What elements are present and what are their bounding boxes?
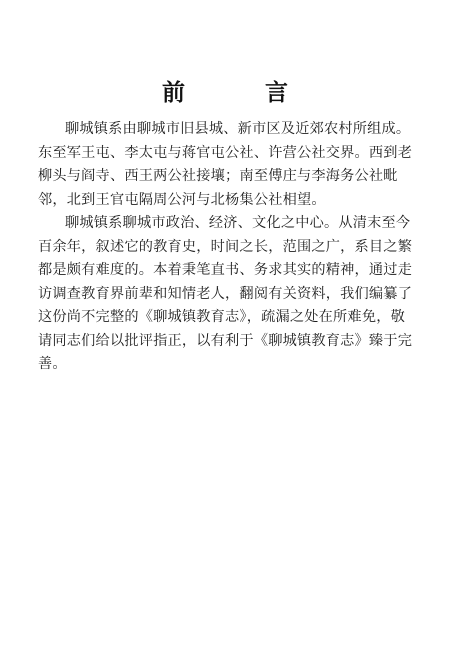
text-line: 访调查教育界前辈和知情老人，翻阅有关资料，我们编纂了 bbox=[38, 285, 413, 302]
text-line: 善。 bbox=[38, 356, 67, 372]
text-line: 柳头与阎寺、西王两公社接壤；南至傅庄与李海务公社毗 bbox=[38, 168, 398, 184]
page-title: 前 言 bbox=[161, 80, 324, 106]
text-line: 这份尚不完整的《聊城镇教育志》，疏漏之处在所难免，敬 bbox=[38, 309, 405, 325]
text-line: 请同志们给以批评指正，以有利于《聊城镇教育志》臻于完 bbox=[38, 332, 413, 349]
paragraph-1 bbox=[38, 118, 423, 212]
text-line: 百余年，叙述它的教育史，时间之长，范围之广，系目之繁 bbox=[38, 238, 413, 255]
text-line: 邻，北到王官屯隔周公河与北杨集公社相望。 bbox=[38, 191, 326, 208]
text-line: 聊城镇系由聊城市旧县城、新市区及近郊农村所组成。 bbox=[65, 121, 411, 137]
preface-body bbox=[38, 118, 423, 377]
text-line: 东至军王屯、李太屯与蒋官屯公社、许营公社交界。西到老 bbox=[38, 144, 413, 161]
text-line: 聊城镇系聊城市政治、经济、文化之中心。从清末至今 bbox=[65, 215, 411, 231]
paragraph-2 bbox=[38, 212, 423, 377]
text-line: 都是颇有难度的。本着秉笔直书、务求其实的精神，通过走 bbox=[38, 262, 413, 278]
